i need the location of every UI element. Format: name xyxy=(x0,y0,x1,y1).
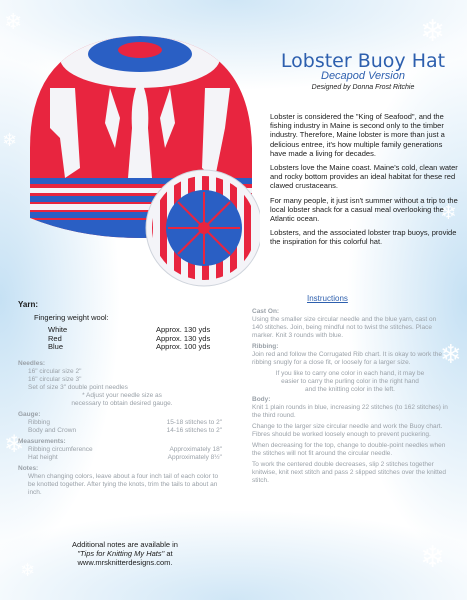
snowflake-icon: ❄ xyxy=(20,560,36,581)
notes-heading: Notes: xyxy=(18,465,39,472)
snowflake-icon: ❄ xyxy=(440,340,462,370)
gauge-heading: Gauge: xyxy=(18,411,41,418)
page-title: Lobster Buoy Hat xyxy=(280,50,446,72)
notes-reference: "Tips for Knitting My Hats" xyxy=(77,549,165,558)
caston-heading: Cast On: xyxy=(252,308,280,315)
yarn-heading: Yarn: xyxy=(18,300,39,309)
measurement-value: Approximately 8½" xyxy=(167,454,222,461)
gauge-row xyxy=(22,419,222,427)
yarn-table xyxy=(48,326,228,352)
snowflake-icon: ❄ xyxy=(4,430,25,458)
needles-heading: Needles: xyxy=(18,360,46,367)
notes-line: Additional notes are available in xyxy=(72,540,178,549)
yarn-color: Red xyxy=(48,333,62,343)
website-link[interactable]: www.mrsknitterdesigns.com. xyxy=(77,558,173,567)
body-text: When decreasing for the top, change to double-point needles when the stitches will not fit around the circular needle. xyxy=(252,442,446,457)
yarn-amount: Approx. 130 yds xyxy=(156,333,211,343)
notes-at: at xyxy=(164,549,173,558)
gauge-label: Ribbing xyxy=(28,419,51,426)
materials-section xyxy=(18,357,222,497)
yarn-amount: Approx. 100 yds xyxy=(156,342,211,352)
instructions-section xyxy=(252,306,448,488)
measurement-label: Ribbing circumference xyxy=(28,446,93,453)
gauge-value: 15-18 stitches to 2" xyxy=(166,419,222,426)
measurement-label: Hat height xyxy=(28,454,58,461)
needle-item: 16" circular size 2" xyxy=(28,368,82,375)
snowflake-icon: ❄ xyxy=(4,10,23,35)
snowflake-icon: ❄ xyxy=(440,200,457,224)
measurements-heading: Measurements: xyxy=(18,438,66,445)
measurement-row xyxy=(22,454,222,462)
body-text: Knit 1 plain rounds in blue, increasing 22 stitches (to 162 stitches) in the third round. xyxy=(252,404,448,419)
measurement-row xyxy=(22,446,222,454)
tip-line: If you like to carry one color in each hand, it may be xyxy=(275,370,425,377)
subtitle: Decapod Version xyxy=(321,70,405,82)
snowflake-icon: ❄ xyxy=(420,14,446,49)
gauge-row xyxy=(22,427,222,435)
snowflake-icon: ❄ xyxy=(420,540,446,575)
caston-text: Using the smaller size circular needle and the blue yarn, cast on 140 stitches. Join, being mindful not to twist the stitches. Place marker. Knit 3 rounds with blue. xyxy=(252,316,437,339)
intro-paragraph: Lobsters, and the associated lobster trap buoys, provide the inspiration for this colorful hat. xyxy=(270,228,457,247)
gauge-value: 14-16 stitches to 2" xyxy=(166,427,222,434)
body-text: To work the centered double decreases, slip 2 stitches together knitwise, knit next stitch and pass 2 slipped stitches over the knitted stitch. xyxy=(252,461,447,484)
yarn-weight: Fingering weight wool: xyxy=(34,313,109,322)
intro-paragraph: Lobsters love the Maine coast. Maine's cold, clean water and rocky bottom provides an ideal habitat for these red clawed crustaceans. xyxy=(270,163,458,191)
intro-text xyxy=(270,112,460,252)
ribbing-heading: Ribbing: xyxy=(252,343,279,350)
body-text: Change to the larger size circular needle and work the Buoy chart. Fibres should be worked loosely enough to prevent puckering. xyxy=(252,423,443,438)
hat-photo xyxy=(20,28,260,310)
tip-line: easier to carry the purling color in the right hand xyxy=(281,378,419,385)
designer-credit: Designed by Donna Frost Ritchie xyxy=(311,84,415,91)
intro-paragraph: For many people, it just isn't summer without a trip to the local lobster shack for a casual meal overlooking the Atlantic ocean. xyxy=(270,195,458,224)
yarn-color: Blue xyxy=(48,342,64,352)
instructions-link[interactable]: Instructions xyxy=(307,294,348,303)
notes-text: When changing colors, leave about a four inch tail of each color to be knotted together. After tying the knots, trim the tails to about an inch. xyxy=(28,473,219,496)
yarn-amount: Approx. 130 yds xyxy=(156,325,211,334)
body-heading: Body: xyxy=(252,396,271,403)
yarn-row xyxy=(48,343,228,352)
measurement-value: Approximately 18" xyxy=(169,446,222,453)
additional-notes xyxy=(40,540,210,567)
tip-line: and the knitting color in the left. xyxy=(305,386,395,393)
needle-note: necessary to obtain desired gauge. xyxy=(71,400,173,407)
gauge-label: Body and Crown xyxy=(28,427,77,434)
snowflake-icon: ❄ xyxy=(2,130,18,151)
ribbing-text: Join red and follow the Corrugated Rib chart. It is okay to work the ribbing snugly for a close fit, or loosely for a larger size. xyxy=(252,351,443,366)
needle-item: Set of size 3" double point needles xyxy=(28,384,128,391)
intro-paragraph: Lobster is considered the "King of Seafood", and the fishing industry in Maine is second only to the timber industry. Therefore, Maine lobster is more than just a delicious entree, it's how multiple family generations have made a living for decades. xyxy=(270,112,445,158)
needle-item: 16" circular size 3" xyxy=(28,376,82,383)
needle-note: * Adjust your needle size as xyxy=(82,392,162,399)
yarn-color: White xyxy=(48,325,68,334)
